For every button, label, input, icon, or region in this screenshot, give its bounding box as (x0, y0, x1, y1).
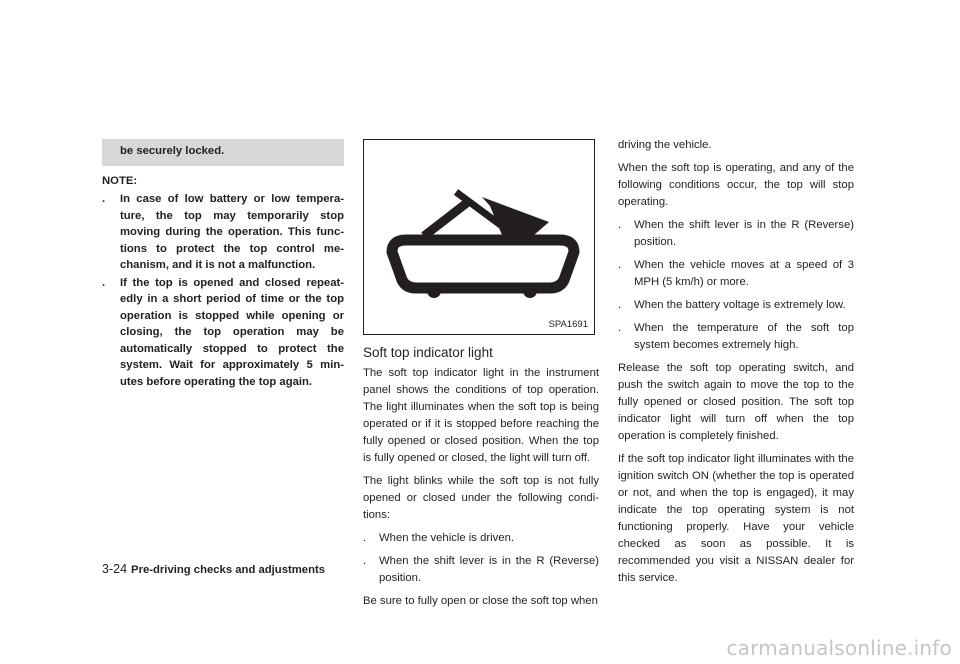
section-heading: Soft top indicator light (363, 345, 493, 360)
bullet-marker: . (363, 555, 367, 567)
note-label: NOTE: (102, 175, 138, 187)
paragraph: When the soft top is operating, and any of the following conditions occur, the top will stop operating. (618, 162, 854, 208)
bullet-marker: . (618, 259, 622, 271)
note-item (102, 275, 344, 391)
list-item-text: When the vehicle moves at a speed of 3 MPH (5 km/h) or more. (634, 259, 854, 288)
note-text: If the top is opened and closed repeat- edly in a short period of time or the top operation is stopped while opening or closing, the top operation may be automatically stopped to protect the system. Wait for approximately 5 min- utes before operating the top again. (120, 276, 344, 388)
soft-top-indicator-icon (364, 140, 594, 334)
figure-caption: SPA1691 (548, 319, 588, 330)
paragraph: Release the soft top operating switch, and push the switch again to move the top to the fully opened or closed position. The soft top indicator light will turn off when the top operation is completely finished. (618, 362, 854, 442)
bullet-marker: . (618, 219, 622, 231)
page-number: 3-24 (102, 562, 128, 576)
note-list (102, 191, 344, 391)
indicator-figure (363, 139, 595, 335)
list-item-text: When the shift lever is in the R (Reverse) position. (379, 555, 599, 584)
paragraph: If the soft top indicator light illuminates with the ignition switch ON (whether the top is operated or not, and when the top is engaged), it may indicate the top operating system is not functioning properly. Have your vehicle checked as soon as possible. It is recommended you visit a NISSAN dealer for this service. (618, 453, 854, 584)
bullet-marker: . (102, 193, 106, 205)
bullet-marker: . (363, 532, 367, 544)
bullet-marker: . (102, 276, 106, 289)
paragraph: Be sure to fully open or close the soft top when (363, 595, 598, 607)
paragraph: The light blinks while the soft top is not fully opened or closed under the following condi- tions: (363, 475, 599, 521)
list-item (618, 257, 854, 291)
list-item-text: When the shift lever is in the R (Reverse) position. (634, 219, 854, 248)
list-item-text: When the battery voltage is extremely low. (634, 299, 846, 311)
right-body (618, 137, 854, 593)
list-item (618, 217, 854, 251)
list-item (618, 320, 854, 354)
warning-text: be securely locked. (120, 145, 225, 157)
middle-body (363, 365, 599, 616)
list-item (363, 530, 599, 547)
list-item (618, 297, 854, 314)
note-item (102, 191, 344, 274)
watermark: carmanualsonline.info (726, 636, 952, 660)
list-item-text: When the temperature of the soft top system becomes extremely high. (634, 322, 854, 351)
list-item (363, 553, 599, 587)
note-text: In case of low battery or low tempera- ture, the top may temporarily stop moving during the operation. This func- tions to protect the top control me- chanism, and it is not a malfunction. (120, 193, 344, 271)
footer-section-title: Pre-driving checks and adjustments (131, 564, 326, 576)
bullet-marker: . (618, 322, 622, 334)
paragraph: The soft top indicator light in the instrument panel shows the conditions of top operation. The light illuminates when the soft top is being operated or if it is stopped before reaching the fully opened or closed position. When the top is fully opened or closed, the light will turn off. (363, 367, 599, 464)
page-footer (102, 562, 325, 576)
bullet-marker: . (618, 299, 622, 311)
paragraph: driving the vehicle. (618, 139, 712, 151)
list-item-text: When the vehicle is driven. (379, 532, 515, 544)
